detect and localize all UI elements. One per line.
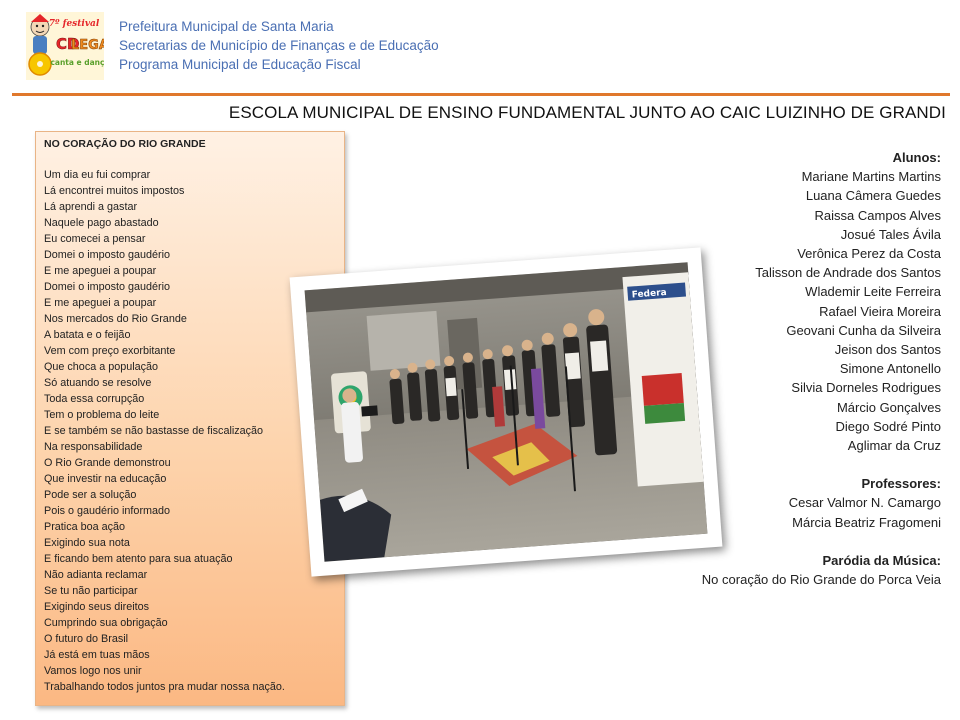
- lyrics-line: Já está em tuas mãos: [44, 649, 150, 661]
- lyrics-line: Vem com preço exorbitante: [44, 345, 176, 357]
- teachers-heading: Professores:: [861, 476, 941, 492]
- lyrics-line: Que investir na educação: [44, 473, 167, 485]
- students-heading: Alunos:: [892, 150, 941, 165]
- credits: [702, 148, 941, 589]
- lyrics-line: Lá encontrei muitos impostos: [44, 185, 185, 197]
- lyrics-line: Nos mercados do Rio Grande: [44, 313, 187, 325]
- lyrics-line: E ficando bem atento para sua atuação: [44, 553, 233, 565]
- lyrics-line: O Rio Grande demonstrou: [44, 457, 171, 469]
- student-name: Wlademir Leite Ferreira: [805, 284, 941, 300]
- student-name: Geovani Cunha da Silveira: [786, 322, 941, 338]
- lyrics-line: Pois o gaudério informado: [44, 505, 171, 517]
- lyrics-line: Lá aprendi a gastar: [44, 201, 138, 213]
- lyrics-line: E me apeguei a poupar: [44, 265, 157, 277]
- lyrics-line: Um dia eu fui comprar: [44, 169, 151, 181]
- logo-brand-2: LEGA: [71, 38, 104, 53]
- parody-song: No coração do Rio Grande do Porca Veia: [701, 572, 941, 588]
- lyrics-line: Que choca a população: [44, 361, 159, 373]
- lyrics-line: E me apeguei a poupar: [44, 297, 157, 309]
- logo-tagline: canta e dança: [50, 58, 104, 67]
- student-name: Verônica Perez da Costa: [797, 246, 941, 262]
- lyrics-line: Trabalhando todos juntos pra mudar nossa nação.: [44, 681, 285, 693]
- student-name: Luana Câmera Guedes: [805, 188, 941, 204]
- header-line-3: Programa Municipal de Educação Fiscal: [119, 57, 361, 72]
- student-name: Diego Sodré Pinto: [835, 418, 941, 434]
- school-title: ESCOLA MUNICIPAL DE ENSINO FUNDAMENTAL JUNTO AO CAIC LUIZINHO DE GRANDI: [228, 103, 946, 122]
- lyrics-line: Domei o imposto gaudério: [44, 249, 171, 261]
- lyrics-line: Cumprindo sua obrigação: [44, 617, 168, 629]
- header-line-2: Secretarias de Município de Finanças e de Educação: [119, 38, 439, 53]
- teacher-name: Márcia Beatriz Fragomeni: [792, 514, 941, 530]
- teachers-list: [702, 493, 941, 531]
- lyrics-line: Tem o problema do leite: [44, 409, 160, 421]
- photo-frame: [290, 247, 723, 576]
- lyrics-box: [35, 131, 345, 706]
- student-name: Silvia Dorneles Rodrigues: [791, 380, 941, 396]
- lyrics-line: Vamos logo nos unir: [44, 665, 142, 677]
- student-name: Rafael Vieira Moreira: [819, 303, 941, 319]
- lyrics-line: Se tu não participar: [44, 585, 138, 597]
- header-divider: [12, 93, 950, 96]
- lyrics-line: Pratica boa ação: [44, 521, 126, 533]
- parody-heading: Paródia da Música:: [822, 552, 941, 568]
- lyrics-line: Toda essa corrupção: [44, 393, 145, 405]
- student-name: Aglimar da Cruz: [847, 438, 941, 454]
- student-name: Márcio Gonçalves: [836, 399, 941, 415]
- performance-photo: [305, 262, 708, 561]
- lyrics-line: Exigindo seus direitos: [44, 601, 150, 613]
- lyrics-line: Eu comecei a pensar: [44, 233, 146, 245]
- lyrics-line: Não adianta reclamar: [44, 569, 148, 581]
- header-block: [119, 17, 439, 74]
- logo-edition: 7º festival: [48, 19, 100, 29]
- lyrics-line: Exigindo sua nota: [44, 537, 130, 549]
- lyrics-title: NO CORAÇÃO DO RIO GRANDE: [44, 138, 206, 150]
- banner-text: Federa: [631, 287, 668, 301]
- lyrics-line: Na responsabilidade: [44, 441, 143, 453]
- student-name: Mariane Martins Martins: [801, 169, 941, 185]
- lyrics-line: Pode ser a solução: [44, 489, 137, 501]
- festival-logo: [26, 12, 104, 80]
- lyrics-line: E se também se não bastasse de fiscalização: [44, 425, 264, 437]
- student-name: Simone Antonello: [839, 361, 941, 377]
- lyrics-line: A batata e o feijão: [44, 329, 131, 341]
- student-name: Josué Tales Ávila: [840, 226, 941, 242]
- header-line-1: Prefeitura Municipal de Santa Maria: [119, 19, 334, 34]
- lyrics-lines: [44, 167, 285, 695]
- student-name: Raissa Campos Alves: [814, 207, 941, 223]
- lyrics-line: Naquele pago abastado: [44, 217, 159, 229]
- logo-brand-1: CD: [56, 35, 80, 53]
- lyrics-line: Só atuando se resolve: [44, 377, 152, 389]
- students-list: [702, 167, 941, 455]
- student-name: Talisson de Andrade dos Santos: [755, 265, 941, 281]
- student-name: Jeison dos Santos: [834, 342, 941, 358]
- teacher-name: Cesar Valmor N. Camargo: [788, 495, 941, 511]
- lyrics-line: Domei o imposto gaudério: [44, 281, 171, 293]
- lyrics-line: O futuro do Brasil: [44, 633, 129, 645]
